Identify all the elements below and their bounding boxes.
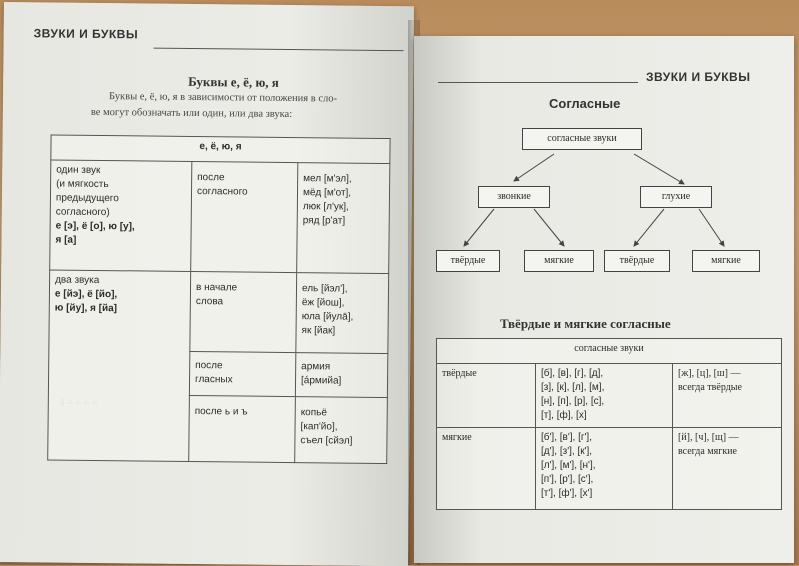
- one-sound-label-4: согласного): [55, 206, 110, 219]
- consonants-table-header: согласные звуки: [437, 339, 782, 364]
- arrow-root-to-voiceless: [634, 154, 684, 184]
- arrow-voiced-to-hard: [464, 209, 494, 246]
- soft-sounds-4: [п'], [р'], [с'],: [541, 474, 594, 485]
- one-sound-examples-cell: [297, 163, 390, 274]
- after-signs-example-2: [кап'йо],: [300, 421, 338, 433]
- node-voiced: звонкие: [478, 186, 550, 208]
- one-sound-label-2: (и мягкость: [56, 178, 109, 191]
- after-signs-cell: [189, 395, 296, 462]
- soft-sounds-1: [б'], [в'], [г'],: [541, 432, 592, 443]
- arrow-voiceless-to-hard: [634, 209, 664, 246]
- node-voiced-hard: твёрдые: [436, 250, 500, 272]
- after-vowels-1: после: [195, 360, 223, 372]
- left-intro-line-2: ве могут обозначать или один, или два звука:: [90, 106, 293, 121]
- one-sound-values-1: е [э], ё [о], ю [у],: [55, 220, 135, 233]
- one-sound-label-1: один звук: [56, 164, 101, 177]
- node-voiceless-soft: мягкие: [692, 250, 760, 272]
- left-running-head: ЗВУКИ И БУКВЫ: [33, 26, 139, 42]
- one-sound-position-1: после: [197, 172, 225, 184]
- hard-sounds-4: [т], [ф], [х]: [541, 410, 587, 421]
- one-sound-values-2: я [а]: [55, 234, 77, 246]
- soft-always-1: [й], [ч], [щ] —: [678, 432, 739, 443]
- start-of-word-1: в начале: [195, 282, 238, 294]
- letters-table-header: е, ё, ю, я: [51, 135, 390, 164]
- soft-always-cell: [673, 428, 782, 510]
- node-consonant-sounds: согласные звуки: [522, 128, 642, 150]
- one-sound-position-2: согласного: [196, 186, 248, 198]
- hard-sounds-cell: [536, 364, 673, 428]
- one-sound-cell: [50, 160, 192, 271]
- one-sound-label-3: предыдущего: [55, 192, 119, 205]
- start-example-3: юла [йулā],: [301, 311, 354, 323]
- after-signs-example-3: съел [сйэл]: [300, 435, 353, 447]
- two-sounds-label: два звука: [55, 274, 100, 287]
- arrow-voiceless-to-soft: [699, 209, 724, 246]
- start-example-2: ёж [йош],: [301, 297, 345, 309]
- two-sounds-cell: [48, 270, 191, 461]
- left-intro-line-1: Буквы е, ё, ю, я в зависимости от положения в сло-: [108, 91, 338, 105]
- start-example-4: як [йак]: [301, 325, 336, 337]
- soft-always-2: всегда мягкие: [678, 446, 737, 457]
- after-signs-example-1: копьё: [300, 407, 328, 419]
- hard-always-2: всегда твёрдые: [678, 382, 742, 393]
- after-vowels-2: гласных: [194, 374, 233, 386]
- hard-always-cell: [673, 364, 782, 428]
- soft-sounds-5: [т'], [ф'], [х']: [541, 488, 593, 499]
- after-vowels-example-1: армия: [301, 361, 331, 373]
- start-of-word-2: слова: [195, 296, 224, 308]
- right-running-head: ЗВУКИ И БУКВЫ: [646, 70, 751, 84]
- node-voiceless: глухие: [640, 186, 712, 208]
- one-sound-example-2: мёд [м'от],: [302, 187, 352, 199]
- start-of-word-examples: [296, 273, 389, 354]
- start-of-word-cell: [190, 271, 297, 352]
- left-page: [0, 2, 414, 566]
- after-signs-examples: [295, 397, 388, 464]
- after-vowels-example-2: [áрмийа]: [300, 375, 342, 387]
- diagram-title: Согласные: [549, 96, 621, 111]
- hard-sounds-3: [н], [п], [р], [с],: [541, 396, 605, 407]
- letters-table: [47, 134, 390, 464]
- one-sound-position-cell: [191, 161, 298, 272]
- after-vowels-examples: [295, 353, 387, 398]
- two-sounds-values-1: е [йэ], ё [йо],: [54, 288, 118, 301]
- node-voiced-soft: мягкие: [524, 250, 594, 272]
- after-vowels-cell: [189, 351, 295, 396]
- hard-label-cell: твёрдые: [437, 364, 536, 428]
- node-voiceless-hard: твёрдые: [604, 250, 670, 272]
- hard-sounds-2: [з], [к], [л], [м],: [541, 382, 605, 393]
- two-sounds-values-2: ю [йу], я [йа]: [54, 302, 118, 315]
- left-section-title: Буквы е, ё, ю, я: [188, 73, 279, 90]
- consonants-table-title: Твёрдые и мягкие согласные: [500, 316, 671, 331]
- one-sound-example-1: мел [м'эл],: [303, 173, 352, 185]
- hard-sounds-1: [б], [в], [г], [д],: [541, 368, 604, 379]
- arrow-root-to-voiced: [514, 154, 554, 181]
- right-page: [414, 36, 794, 563]
- hard-always-1: [ж], [ц], [ш] —: [678, 368, 741, 379]
- one-sound-example-3: люк [л'ук],: [302, 201, 349, 213]
- soft-sounds-3: [л'], [м'], [н'],: [541, 460, 596, 471]
- soft-sounds-cell: [536, 428, 673, 510]
- consonants-table: [436, 338, 782, 510]
- arrow-voiced-to-soft: [534, 209, 564, 246]
- after-signs-1: после ь и ъ: [194, 406, 248, 418]
- soft-label-cell: мягкие: [437, 428, 536, 510]
- left-head-rule: [154, 48, 404, 52]
- one-sound-example-4: ряд [р'ат]: [302, 215, 346, 227]
- soft-sounds-2: [д'], [з'], [к'],: [541, 446, 593, 457]
- start-example-1: ель [йэл'],: [301, 283, 348, 295]
